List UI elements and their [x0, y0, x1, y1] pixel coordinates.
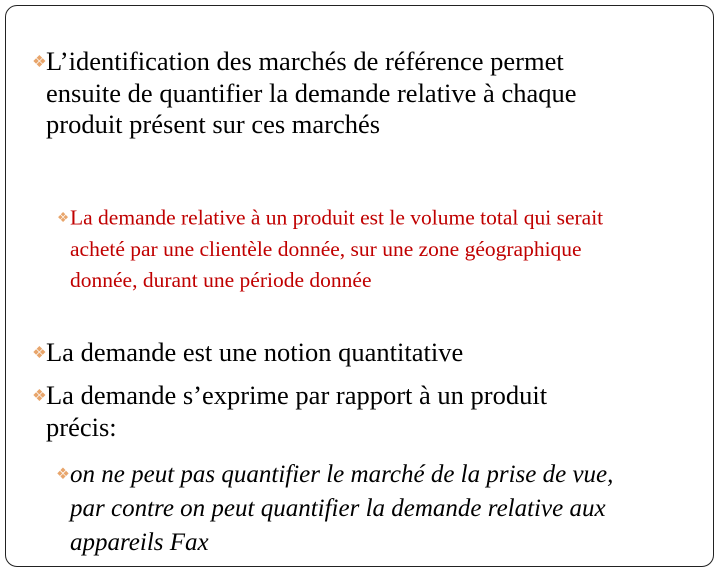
bullet-text: La demande relative à un produit est le volume total qui serait acheté par une clientèle donnée, sur une zone géographique donnée, durant une période donnée — [70, 205, 604, 293]
bullet-text: L’identification des marchés de référence permet ensuite de quantifier la demande relative à chaque produit présent sur ces marchés — [46, 46, 577, 140]
bullet-demande-relative — [57, 202, 630, 297]
bullet-text: La demande s’exprime par rapport à un produit précis: — [46, 380, 548, 442]
bullet-marker-icon: ❖ — [56, 466, 70, 484]
bullet-text: La demande est une notion quantitative — [46, 337, 464, 367]
bullet-marker-icon: ❖ — [57, 210, 69, 225]
bullet-marker-icon: ❖ — [32, 386, 47, 406]
bullet-identification — [32, 46, 606, 141]
bullet-text: on ne peut pas quantifier le marché de la prise de vue, par contre on peut quantifier la demande relative aux appareils Fax — [70, 461, 614, 557]
bullet-produit-precis — [32, 380, 586, 443]
bullet-exemple — [56, 458, 630, 560]
bullet-marker-icon: ❖ — [32, 52, 47, 72]
bullet-marker-icon: ❖ — [32, 343, 47, 363]
bullet-notion-quantitative — [32, 337, 666, 369]
